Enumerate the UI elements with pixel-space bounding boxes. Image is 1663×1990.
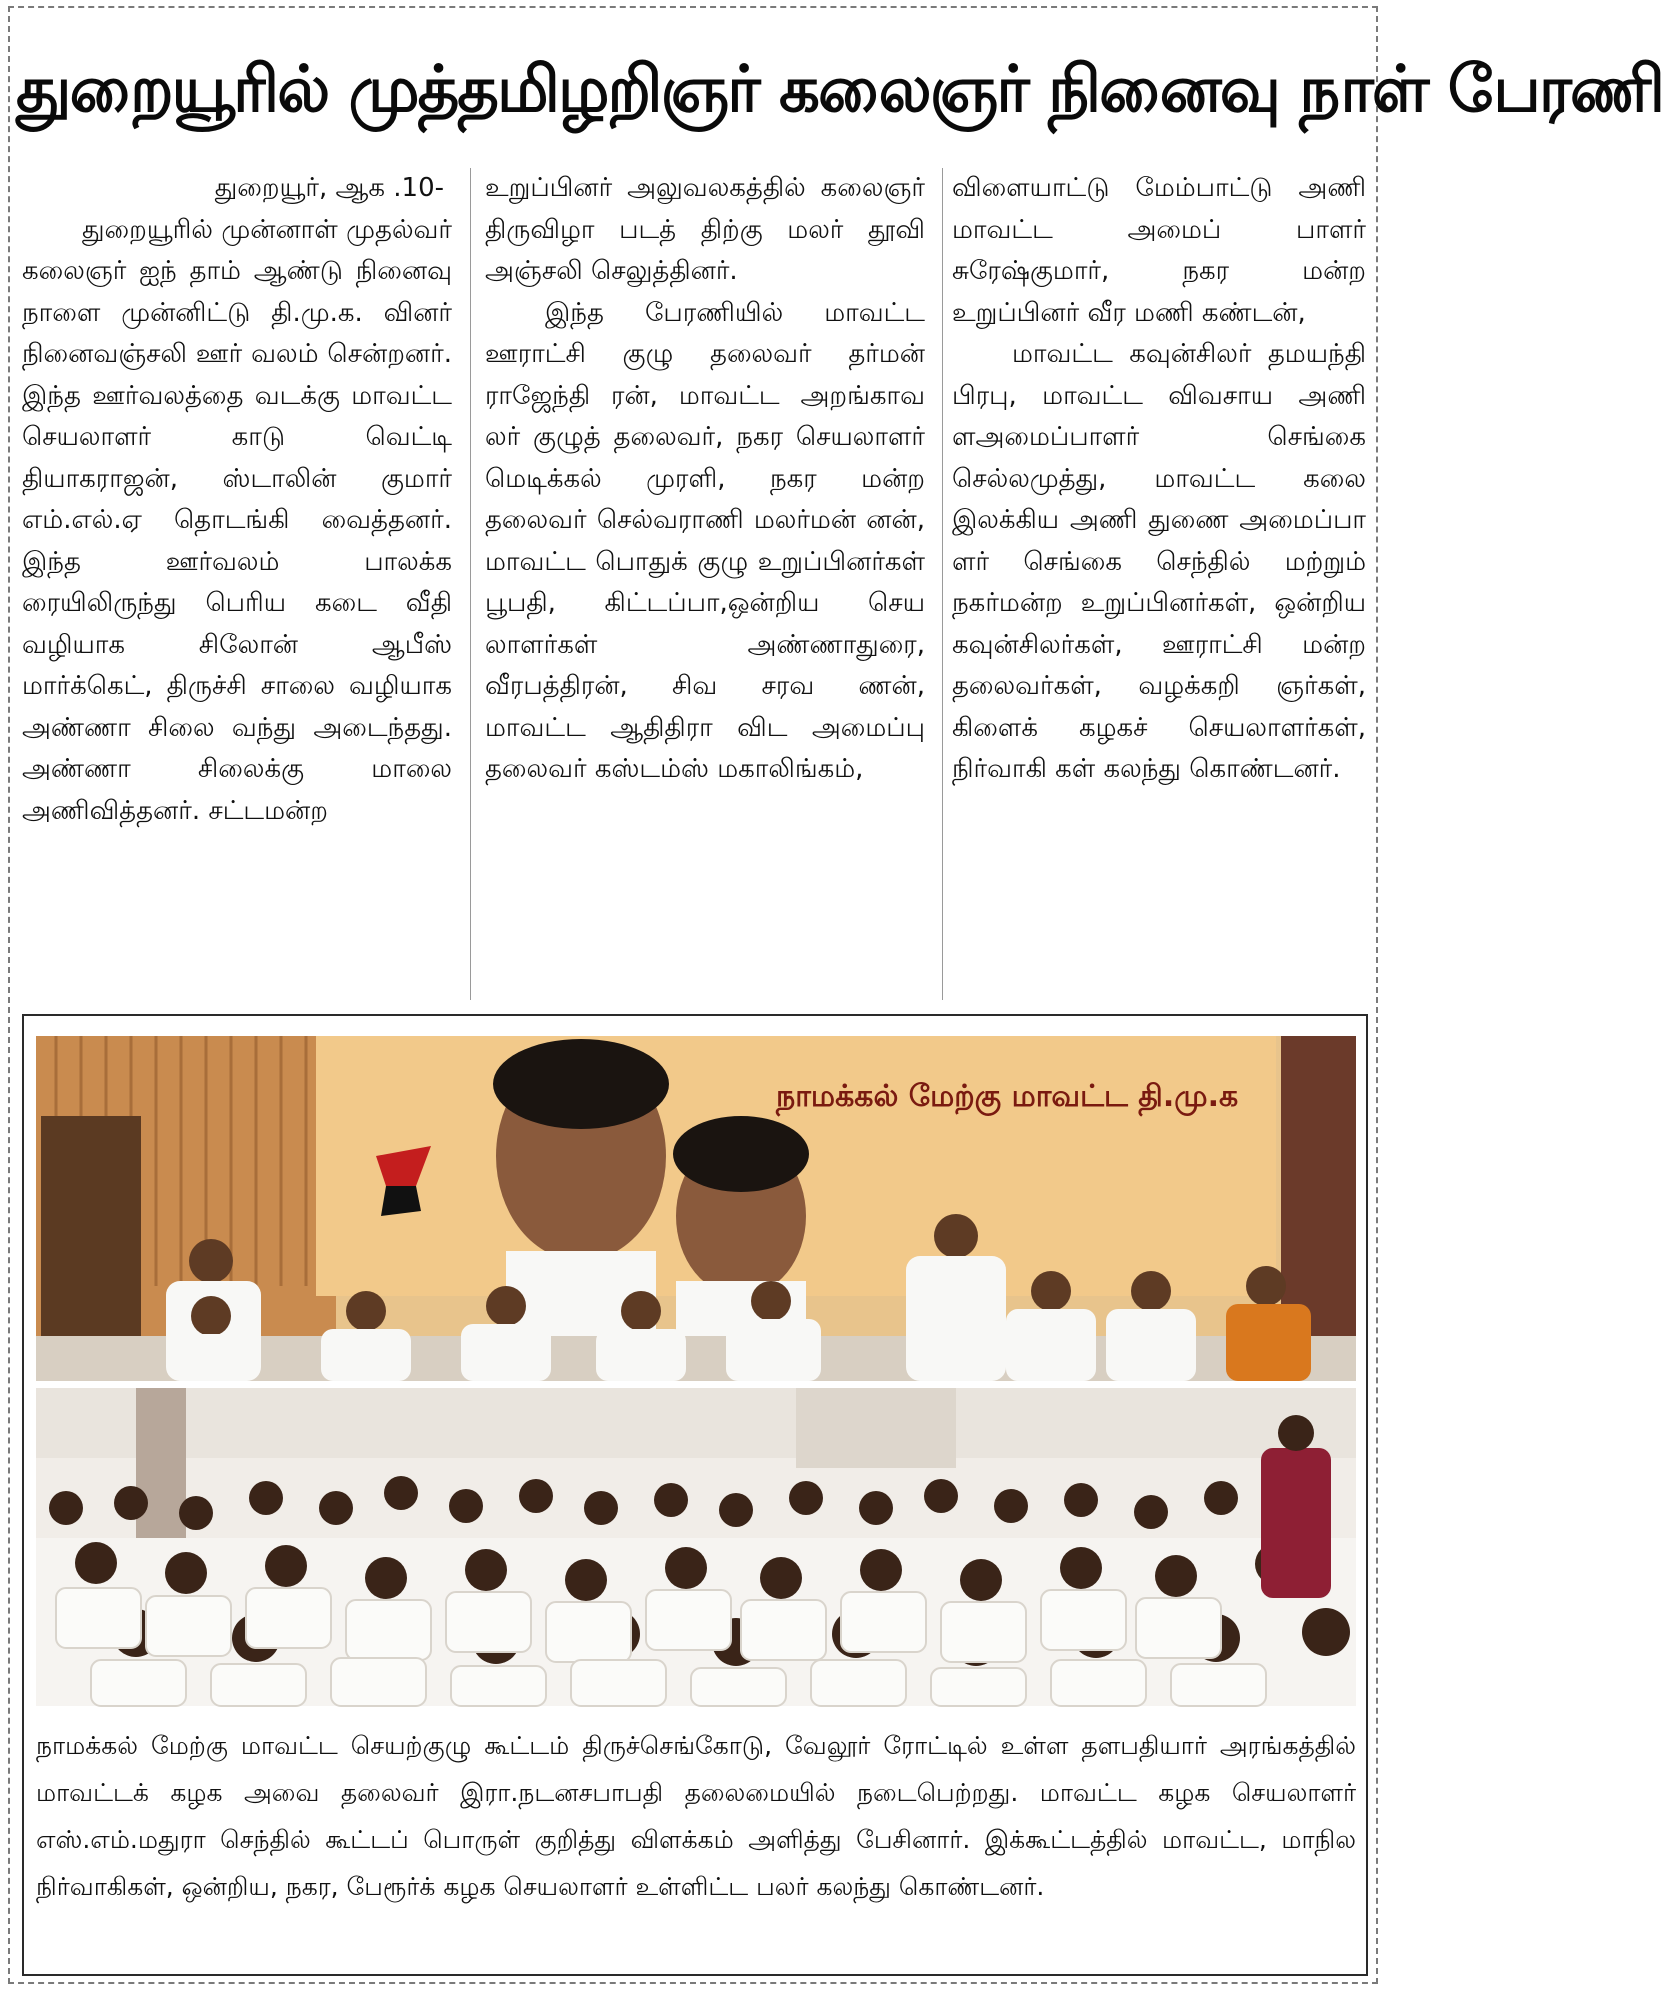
- article-paragraph: உறுப்பினர் அலுவலகத்தில் கலைஞர் திருவிழா படத் திற்கு மலர் தூவி அஞ்சலி செலுத்தினர்.: [485, 173, 925, 286]
- article-body: [22, 168, 1366, 1000]
- column-divider: [942, 168, 943, 1000]
- article-paragraph: விளையாட்டு மேம்பாட்டு அணி மாவட்ட அமைப் பாளர் சுரேஷ்குமார், நகர மன்ற உறுப்பினர் வீர மணி கண்டன்,: [952, 173, 1366, 328]
- article-column-3: [952, 168, 1366, 1000]
- article-column-1: [22, 168, 452, 1000]
- article-paragraph: மாவட்ட கவுன்சிலர் தமயந்தி பிரபு, மாவட்ட விவசாய அணி ளஅமைப்பாளர் செங்கை செல்லமுத்து, மாவட்ட கலை இலக்கிய அணி துணை அமைப்பா ளர் செங்கை செந்தில் மற்றும் நகர்மன்ற உறுப்பினர்கள், ஒன்றிய கவுன்சிலர்கள், ஊராட்சி மன்ற தலைவர்கள், வழக்கறி ஞர்கள், கிளைக் கழகச் செயலாளர்கள், நிர்வாகி கள் கலந்து கொண்டனர்.: [952, 339, 1366, 784]
- column-divider: [470, 168, 471, 1000]
- meeting-audience-photo: [36, 1388, 1356, 1706]
- article-paragraph: இந்த பேரணியில் மாவட்ட ஊராட்சி குழு தலைவர் தர்மன் ராஜேந்தி ரன், மாவட்ட அறங்காவ லர் குழுத் தலைவர், நகர செயலாளர் மெடிக்கல் முரளி, நகர மன்ற தலைவர் செல்வராணி மலர்மன் னன், மாவட்ட பொதுக் குழு உறுப்பினர்கள் பூபதி, கிட்டப்பா,ஒன்றிய செய லாளர்கள் அண்ணாதுரை, வீரபத்திரன், சிவ சரவ ணன், மாவட்ட ஆதிதிரா விட அமைப்பு தலைவர் கஸ்டம்ஸ் மகாலிங்கம்,: [485, 297, 925, 784]
- article-paragraph: துறையூரில் முன்னாள் முதல்வர் கலைஞர் ஐந் தாம் ஆண்டு நினைவு நாளை முன்னிட்டு தி.மு.க. வினர் நினைவஞ்சலி ஊர் வலம் சென்றனர். இந்த ஊர்வலத்தை வடக்கு மாவட்ட செயலாளர் காடு வெட்டி தியாகராஜன், ஸ்டாலின் குமார் எம்.எல்.ஏ தொடங்கி வைத்தனர். இந்த ஊர்வலம் பாலக்க ரையிலிருந்து பெரிய கடை வீதி வழியாக சிலோன் ஆபீஸ் மார்க்கெட், திருச்சி சாலை வழியாக அண்ணா சிலை வந்து அடைந்தது. அண்ணா சிலைக்கு மாலை அணிவித்தனர். சட்டமன்ற: [22, 214, 452, 826]
- headline: துறையூரில் முத்தமிழறிஞர் கலைஞர் நினைவு நாள் பேரணி: [16, 53, 1663, 127]
- meeting-stage-photo: [36, 1036, 1356, 1381]
- audience-photo-illustration: [36, 1388, 1356, 1706]
- article-dateline: துறையூர், ஆக .10-: [214, 173, 444, 203]
- banner-text: நாமக்கல் மேற்கு மாவட்ட தி.மு.க: [776, 1079, 1239, 1114]
- standing-person: [1261, 1448, 1331, 1598]
- article-column-2: [485, 168, 925, 1000]
- stage-photo-illustration: [36, 1036, 1356, 1381]
- photo-caption: நாமக்கல் மேற்கு மாவட்ட செயற்குழு கூட்டம் திருச்செங்கோடு, வேலூர் ரோட்டில் உள்ள தளபதியார் அரங்கத்தில் மாவட்டக் கழக அவை தலைவர் இரா.நடனசபாபதி தலைமையில் நடைபெற்றது. மாவட்ட கழக செயலாளர் எஸ்.எம்.மதுரா செந்தில் கூட்டப் பொருள் குறித்து விளக்கம் அளித்து பேசினார். இக்கூட்டத்தில் மாவட்ட, மாநில நிர்வாகிகள், ஒன்றிய, நகர, பேரூர்க் கழக செயலாளர் உள்ளிட்ட பலர் கலந்து கொண்டனர்.: [36, 1731, 1356, 1901]
- photo-feature-box: [22, 1014, 1368, 1976]
